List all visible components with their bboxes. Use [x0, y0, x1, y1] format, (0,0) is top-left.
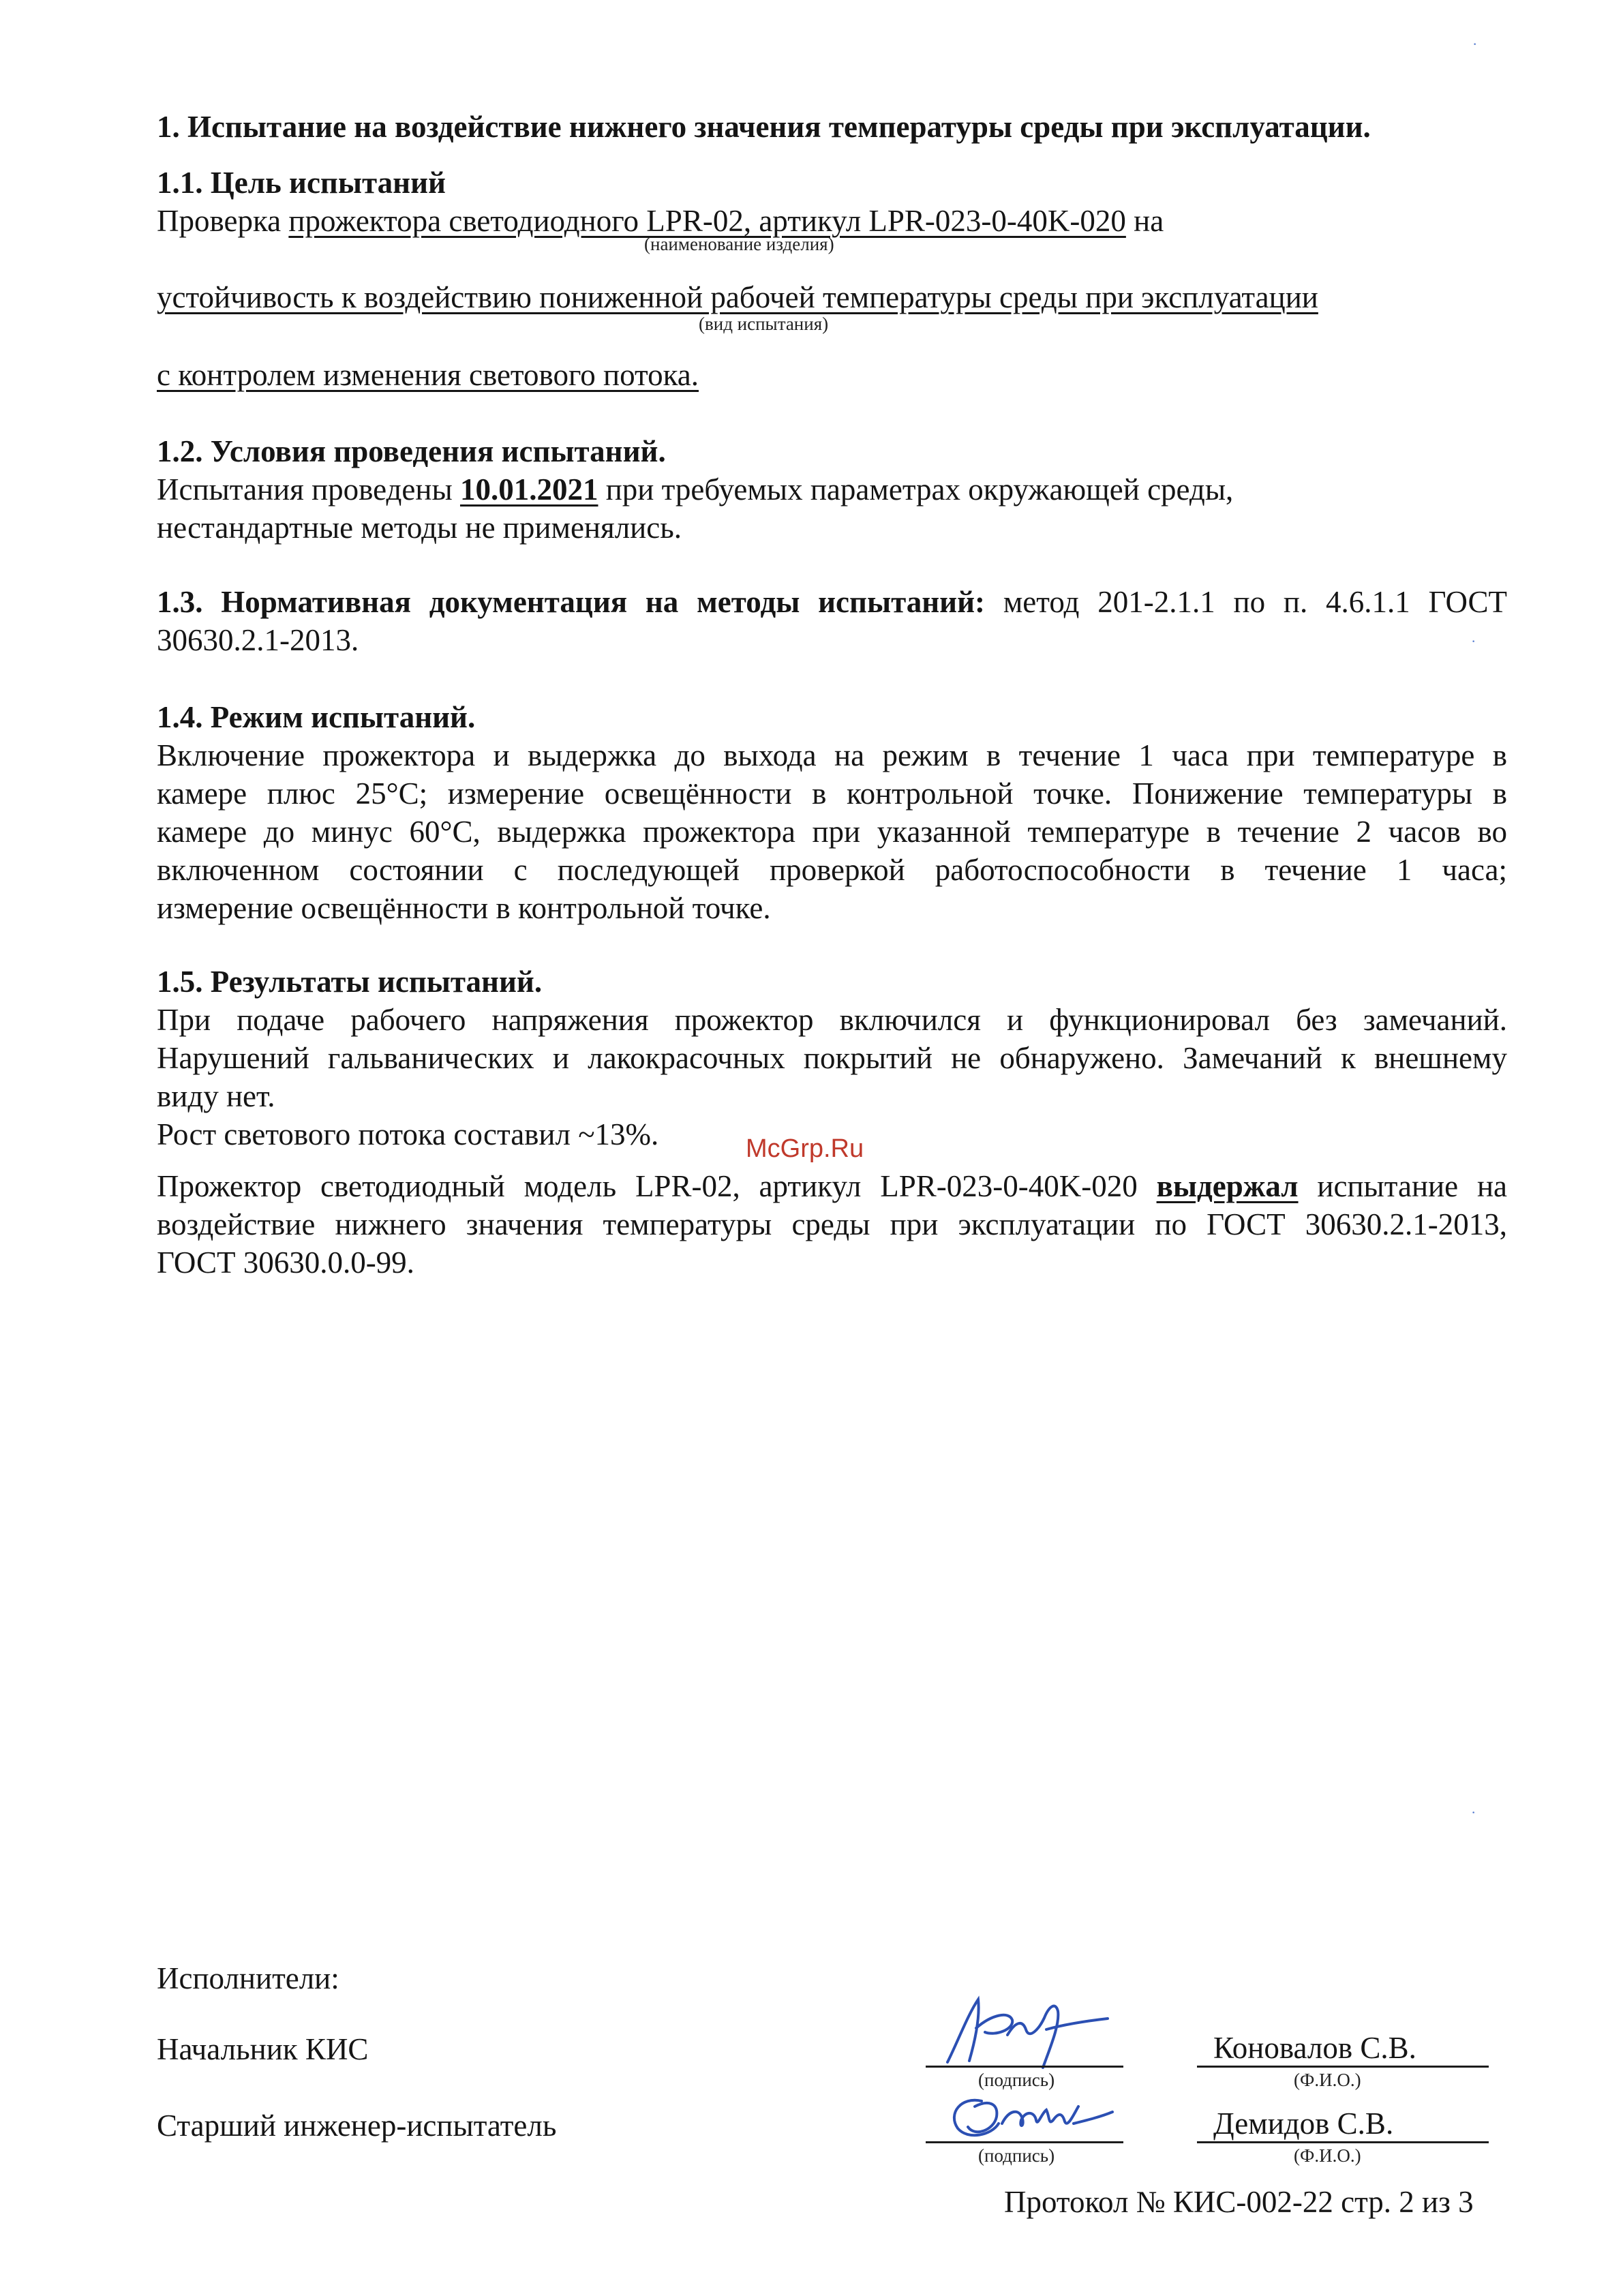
conditions-line1 — [157, 470, 1233, 509]
signature-line — [926, 2141, 1123, 2143]
executor-name: Демидов С.В. — [1213, 2106, 1394, 2141]
mode-line: включенном состоянии с последующей проверкой работоспособности в течение 1 часа; — [157, 853, 1507, 887]
product-name: прожектора светодиодного LPR-02, артикул LPR-023-0-40K-020 — [288, 204, 1126, 238]
name-caption: (Ф.И.О.) — [1294, 2070, 1361, 2090]
conclusion-prefix: Прожектор светодиодный модель LPR-02, артикул LPR-023-0-40K-020 — [157, 1169, 1157, 1203]
executor-role: Начальник КИС — [157, 2032, 369, 2066]
mode-line: измерение освещённости в контрольной точке. — [157, 891, 771, 925]
signature-caption: (подпись) — [978, 2145, 1055, 2166]
mode-line: камере до минус 60°С, выдержка прожектора при указанной температуре в течение 2 часов во — [157, 815, 1507, 849]
conditions-line2: нестандартные методы не применялись. — [157, 511, 682, 545]
conditions-prefix: Испытания проведены — [157, 472, 460, 507]
goal-suffix: на — [1125, 204, 1164, 238]
normative-line1 — [157, 583, 1507, 621]
results-line: виду нет. — [157, 1079, 275, 1113]
watermark-text: McGrp.Ru — [746, 1134, 864, 1163]
test-type-caption: (вид испытания) — [699, 314, 829, 334]
scan-speck: · — [1472, 35, 1478, 52]
name-caption: (Ф.И.О.) — [1294, 2145, 1361, 2166]
signature-line — [926, 2066, 1123, 2068]
mode-line: Включение прожектора и выдержка до выхода на режим в течение 1 часа при температуре в — [157, 738, 1507, 772]
signature-demidov — [934, 2086, 1118, 2147]
results-heading: 1.5. Результаты испытаний. — [157, 965, 543, 999]
signature-konovalov — [927, 1987, 1118, 2072]
flux-line: Рост светового потока составил ~13%. — [157, 1117, 659, 1151]
normative-text: метод 201-2.1.1 по п. 4.6.1.1 ГОСТ — [985, 585, 1508, 619]
protocol-footer: Протокол № КИС-002-22 стр. 2 из 3 — [1004, 2185, 1474, 2219]
results-line: Нарушений гальванических и лакокрасочных покрытий не обнаружено. Замечаний к внешнему — [157, 1041, 1507, 1075]
goal-heading: 1.1. Цель испытаний — [157, 166, 446, 200]
conditions-heading: 1.2. Условия проведения испытаний. — [157, 434, 666, 468]
conclusion-suffix: испытание на — [1298, 1169, 1507, 1203]
conditions-suffix: при требуемых параметрах окружающей среды, — [598, 472, 1234, 507]
executor-role: Старший инженер-испытатель — [157, 2109, 557, 2143]
signature-caption: (подпись) — [978, 2070, 1055, 2090]
executors-heading: Исполнители: — [157, 1961, 339, 1995]
mode-heading: 1.4. Режим испытаний. — [157, 700, 476, 734]
conclusion-line2: воздействие нижнего значения температуры среды при эксплуатации по ГОСТ 30630.2.1-2013, — [157, 1207, 1507, 1241]
test-date: 10.01.2021 — [459, 472, 598, 507]
product-caption: (наименование изделия) — [644, 234, 834, 254]
mode-line: камере плюс 25°С; измерение освещённости в контрольной точке. Понижение температуры в — [157, 776, 1507, 811]
conclusion-line1 — [157, 1167, 1507, 1205]
control-line: с контролем изменения светового потока. — [157, 358, 699, 392]
section-title: 1. Испытание на воздействие нижнего значения температуры среды при эксплуатации. — [157, 110, 1371, 144]
conclusion-line3: ГОСТ 30630.0.0-99. — [157, 1245, 414, 1280]
scan-speck: · — [1471, 1804, 1476, 1821]
executor-name: Коновалов С.В. — [1213, 2031, 1416, 2065]
goal-prefix: Проверка — [157, 204, 289, 238]
scan-speck: · — [1471, 633, 1476, 650]
verdict: выдержал — [1156, 1169, 1299, 1203]
name-line — [1197, 2066, 1489, 2068]
name-line — [1197, 2141, 1489, 2143]
results-line: При подаче рабочего напряжения прожектор включился и функционировал без замечаний. — [157, 1003, 1507, 1037]
test-type: устойчивость к воздействию пониженной рабочей температуры среды при эксплуатации — [157, 280, 1318, 314]
normative-heading: 1.3. Нормативная документация на методы испытаний: — [157, 585, 986, 619]
normative-line2: 30630.2.1-2013. — [157, 623, 359, 657]
